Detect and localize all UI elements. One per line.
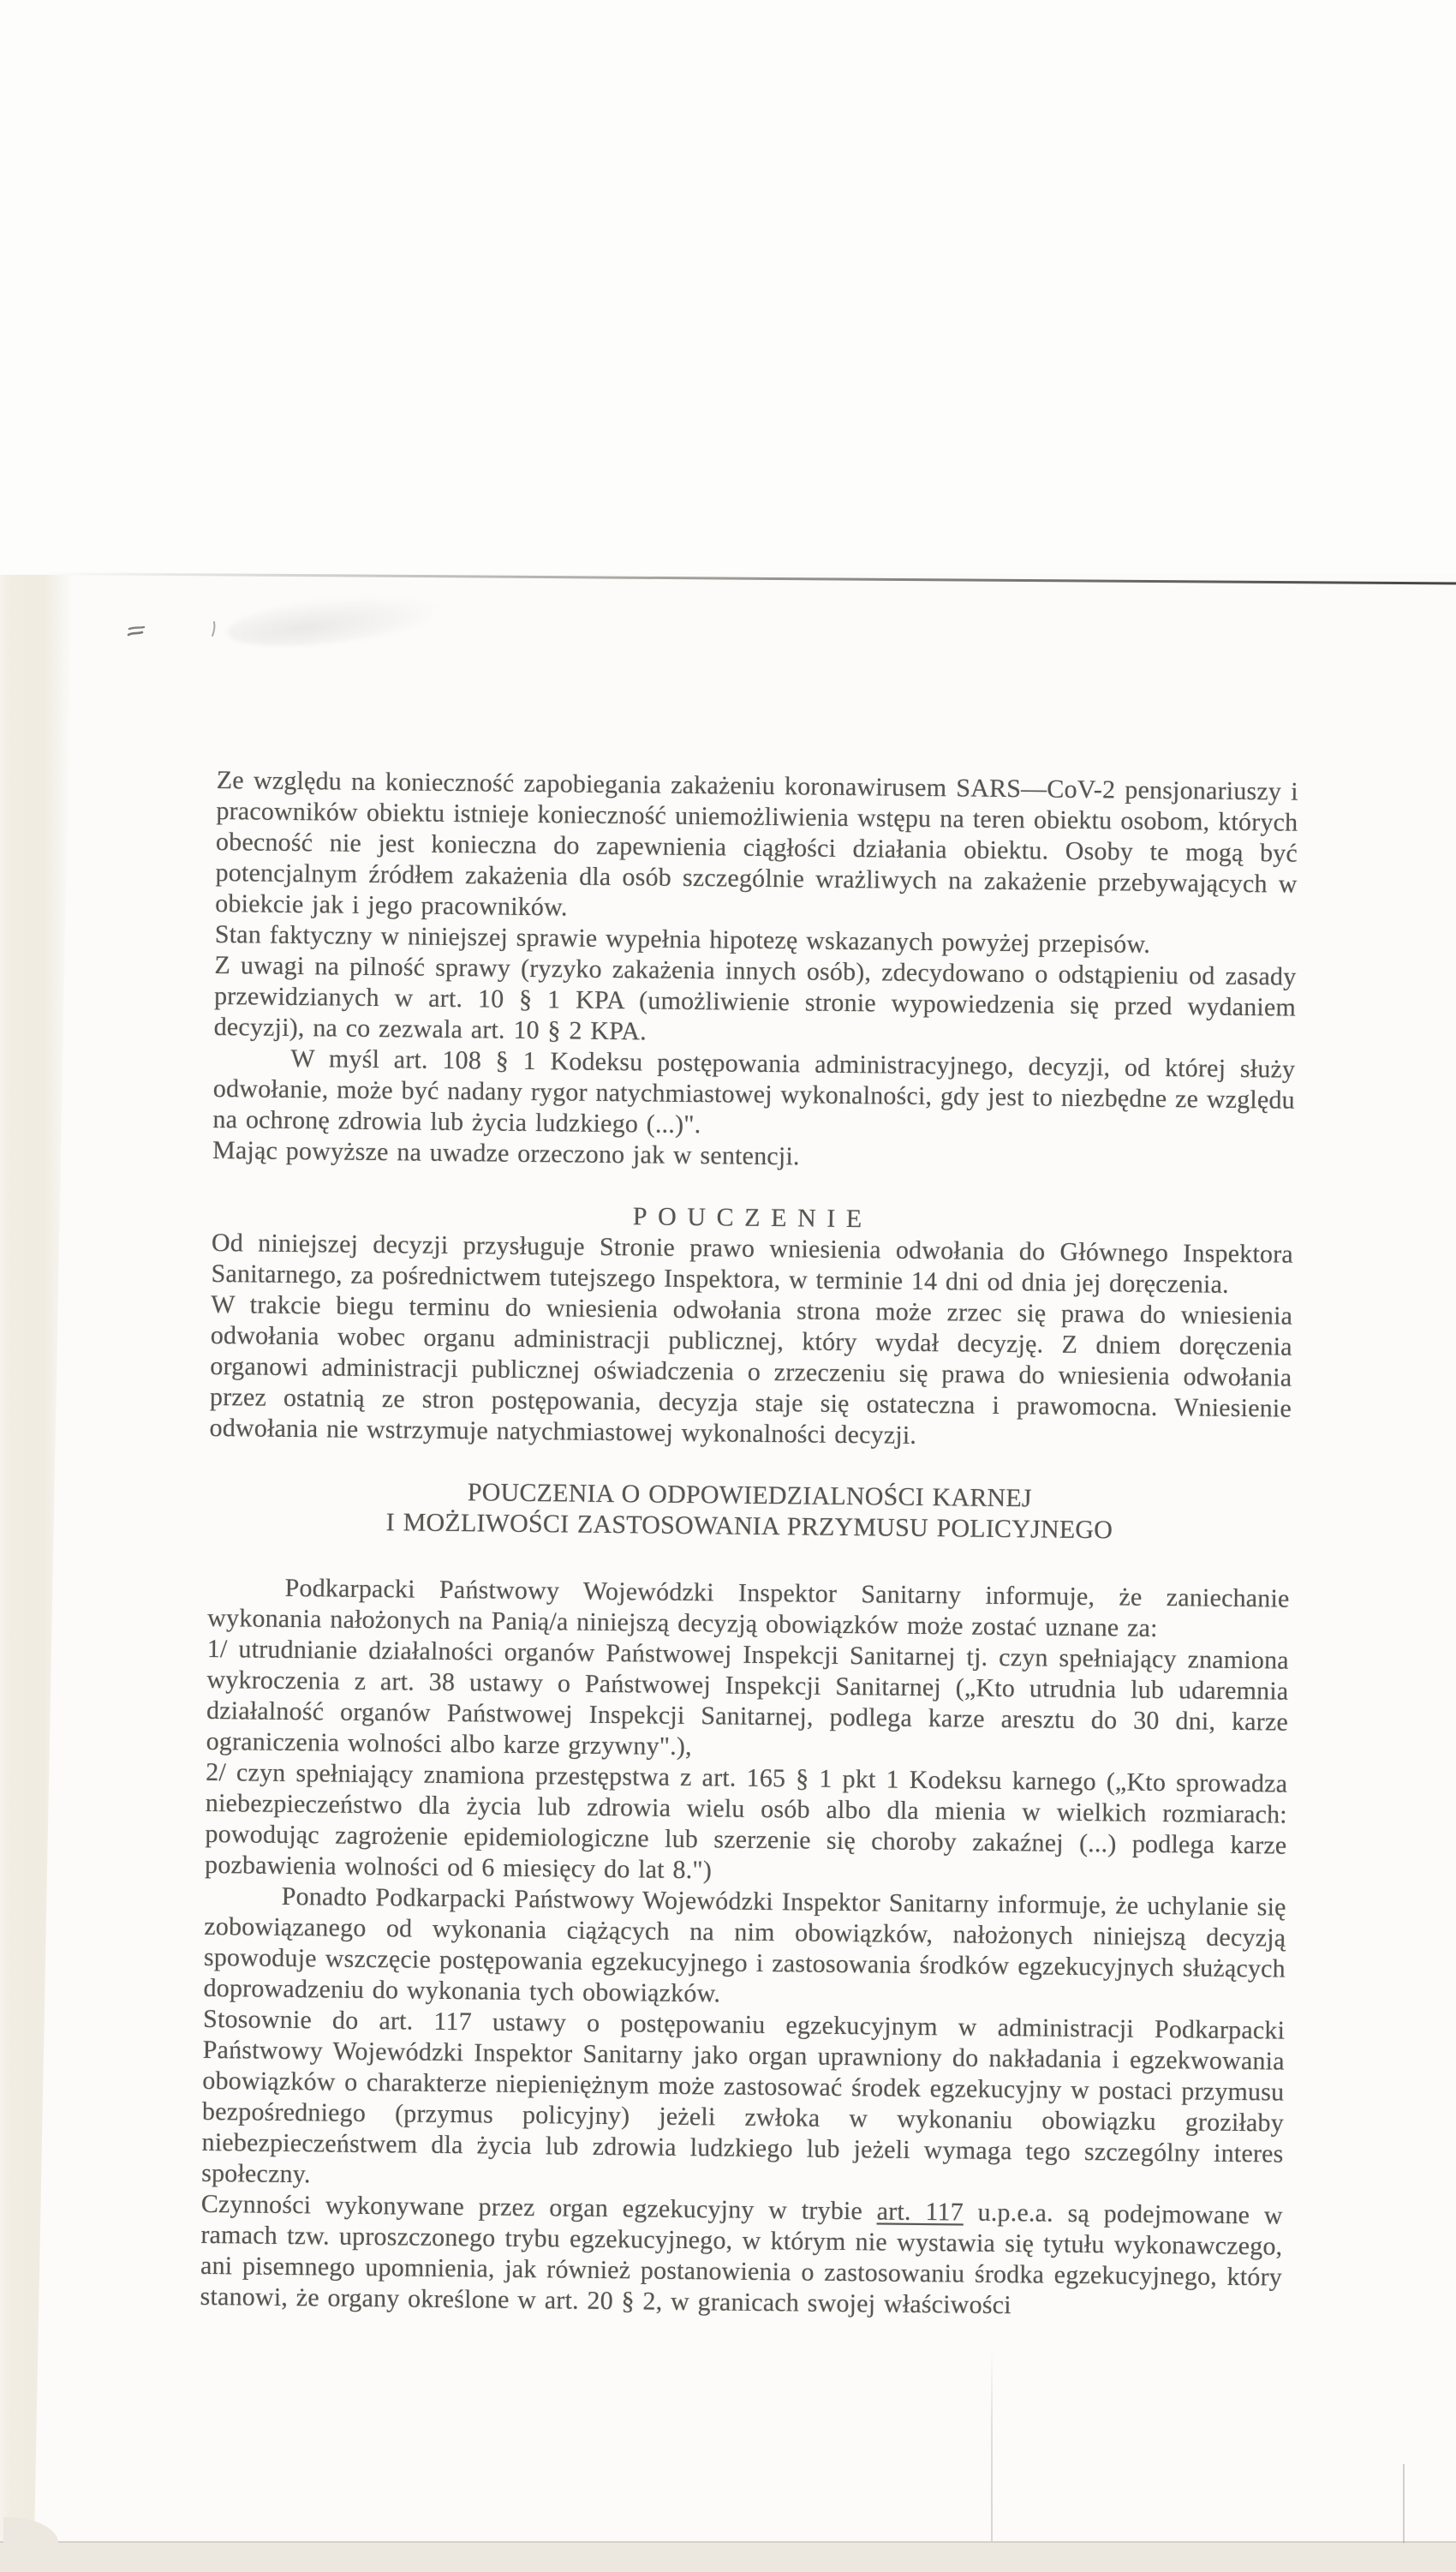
heading-pouczenia-karne-line1: POUCZENIA O ODPOWIEDZIALNOŚCI KARNEJ [467,1478,1032,1513]
para-egzekucja-1: Ponadto Podkarpacki Państwowy Wojewódzki Inspektor Sanitarny informuje, że uchylanie się zobowiązanego od wykonania ciążących na nim obowiązków, nałożonych niniejszą decyzją spowoduje wszczęcie postępowania egzekucyjnego i zastosowania środków egzekucyjnych służących doprowadzeniu do wykonania tych obowiązków. [203,1881,1286,2008]
para-pouczenie-1: Od niniejszej decyzji przysługuje Stronie prawo wniesienia odwołania do Głównego Inspektora Sanitarnego, za pośrednictwem tutejszego Inspektora, w terminie 14 dni od dnia jej doręczenia. [211,1228,1294,1299]
para-karne-3: 2/ czyn spełniający znamiona przestępstwa z art. 165 § 1 pkt 1 Kodeksu karnego („Kto sprowadza niebezpieczeństwo dla życia lub zdrowia wielu osób albo dla mienia w wielkich rozmiarach: powodując zagrożenie epidemiologiczne lub szerzenie się choroby zakaźnej (...) podlega karze pozbawienia wolności od 6 miesięcy do lat 8.") [204,1757,1288,1885]
para-justification-3: Z uwagi na pilność sprawy (ryzyko zakażenia innych osób), zdecydowano o odstąpieniu od zasady przewidzianych w art. 10 § 1 KPA (umożliwienie stronie wypowiedzenia się przed wydaniem decyzji), na co zezwala art. 10 § 2 KPA. [213,950,1297,1046]
underlined-reference: art. 117 [876,2197,964,2227]
scan-backdrop-bottom [0,2541,1456,2572]
heading-pouczenia-karne-line2: I MOŻLIWOŚCI ZASTOSOWANIA PRZYMUSU POLICYJNEGO [385,1508,1113,1545]
para-justification-1: Ze względu na konieczność zapobiegania zakażeniu koronawirusem SARS—CoV-2 pensjonariuszy i pracowników obiektu istnieje konieczność uniemożliwienia wstępu na teren obiektu osobom, których obecność nie jest konieczna do zapewnienia ciągłości działania obiektu. Osoby te mogą być potencjalnym źródłem zakażenia dla osób szczególnie wrażliwych na zakażenie przebywających w obiekcie jak i jego pracowników. [215,765,1298,922]
scan-backdrop-top [0,0,1456,574]
para-egzekucja-2: Stosownie do art. 117 ustawy o postępowaniu egzekucyjnym w administracji Podkarpacki Państwowy Wojewódzki Inspektor Sanitarny jako organ uprawniony do nakładania i egzekwowania obowiązków o charakterze niepieniężnym może zastosować środek egzekucyjny w postaci przymusu bezpośredniego (przymus policyjny) jeżeli zwłoka w wykonaniu obowiązku groziłaby niebezpieczeństwem dla życia lub zdrowia ludzkiego lub jeżeli wymaga tego szczególny interes społeczny. [201,2004,1286,2189]
para-pouczenie-2: W trakcie biegu terminu do wniesienia odwołania strona może zrzec się prawa do wniesienia odwołania wobec organu administracji publicznej, który wydał decyzję. Z dniem doręczenia organowi administracji publicznej oświadczenia o zrzeczeniu się prawa do wniesienia odwołania przez ostatnią ze stron postępowania, decyzja staje się ostateczna i prawomocna. Wniesienie odwołania nie wstrzymuje natychmiastowej wykonalności decyzji. [209,1289,1293,1450]
para-egzekucja-3: Czynności wykonywane przez organ egzekucyjny w trybie art. 117 u.p.e.a. są podejmowane w ramach tzw. uproszczonego trybu egzekucyjnego, w którym nie wystawia się tytułu wykonawczego, ani pisemnego upomnienia, jak również postanowienia o zastosowaniu środka egzekucyjnego, który stanowi, że organy określone w art. 20 § 2, w granicach swojej właściwości [200,2189,1283,2320]
para-karne-2: 1/ utrudnianie działalności organów Państwowej Inspekcji Sanitarnej tj. czyn spełniający znamiona wykroczenia z art. 38 ustawy o Państwowej Inspekcji Sanitarnej („Kto utrudnia lub udaremnia działalność organów Państwowej Inspekcji Sanitarnej, podlega karze aresztu do 30 dni, karze ograniczenia wolności albo karze grzywny".), [206,1634,1289,1762]
para-justification-2: Stan faktyczny w niniejszej sprawie wypełnia hipotezę wskazanych powyżej przepisów. [214,919,1151,959]
document-body [200,765,1298,2324]
para-justification-4: W myśl art. 108 § 1 Kodeksu postępowania administracyjnego, decyzji, od której służy odwołanie, może być nadany rygor natychmiastowej wykonalności, gdy jest to niezbędne ze względu na ochronę zdrowia lub życia ludzkiego (...)". [212,1044,1296,1139]
pen-scribble-mark [127,625,146,643]
pen-scribble-icon [127,625,146,639]
heading-pouczenie: POUCZENIE [632,1202,874,1234]
para-justification-5: Mając powyższe na uwadze orzeczono jak w sentencji. [212,1135,800,1171]
page-left-edge-shadow [0,575,72,2542]
page-top-edge [47,572,1456,585]
para-karne-1: Podkarpacki Państwowy Wojewódzki Inspektor Sanitarny informuje, że zaniechanie wykonania nałożonych na Panią/a niniejszą decyzją obowiązków może zostać uznane za: [207,1573,1290,1642]
paper-fold-crease [991,2349,993,2541]
ink-smudge [224,583,447,656]
pen-tick-icon [210,620,218,637]
page-bottom-left-corner [3,2517,58,2543]
page-right-edge-crease [1403,2464,1405,2543]
pen-tick-mark [210,620,218,642]
